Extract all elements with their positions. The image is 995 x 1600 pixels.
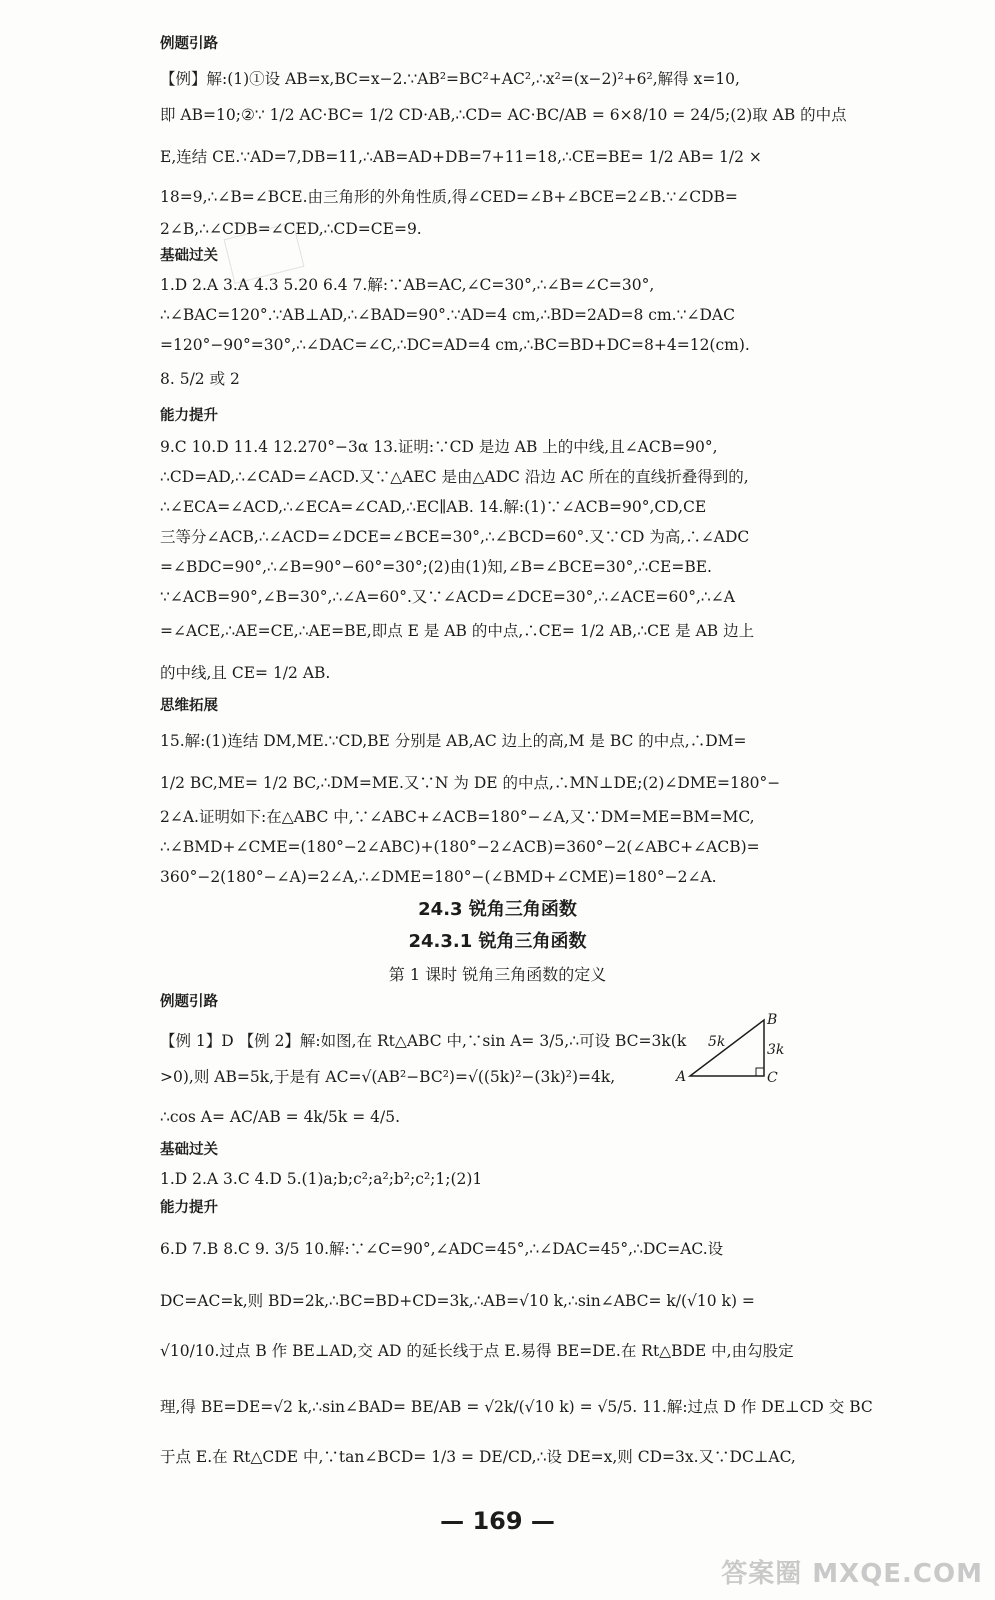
- vertex-label-a: A: [676, 1069, 687, 1085]
- triangle-shape: [690, 1020, 764, 1076]
- section-heading-example-2: 例题引路: [160, 994, 218, 1010]
- right-angle-mark: [756, 1068, 764, 1076]
- text-line: ∴∠ECA=∠ACD,∴∠ECA=∠CAD,∴EC∥AB. 14.解:(1)∵∠ACB=90°,CD,CE: [160, 498, 707, 516]
- text-line: 9.C 10.D 11.4 12.270°−3α 13.证明:∵CD 是边 AB 上的中线,且∠ACB=90°,: [160, 438, 718, 456]
- text-line: DC=AC=k,则 BD=2k,∴BC=BD+CD=3k,∴AB=√10 k,∴sin∠ABC= k/(√10 k) =: [160, 1292, 755, 1310]
- text-line: ∴cos A= AC/AB = 4k/5k = 4/5.: [160, 1108, 401, 1126]
- section-heading-example: 例题引路: [160, 36, 218, 52]
- text-line: ∴∠BAC=120°.∵AB⊥AD,∴∠BAD=90°.∵AD=4 cm,∴BD=2AD=8 cm.∵∠DAC: [160, 306, 735, 324]
- text-line: 2∠A.证明如下:在△ABC 中,∵∠ABC+∠ACB=180°−∠A,又∵DM=ME=BM=MC,: [160, 808, 755, 826]
- text-line: 6.D 7.B 8.C 9. 3/5 10.解:∵∠C=90°,∠ADC=45°,∴∠DAC=45°,∴DC=AC.设: [160, 1240, 724, 1258]
- text-line: 15.解:(1)连结 DM,ME.∵CD,BE 分别是 AB,AC 边上的高,M 是 BC 的中点,∴DM=: [160, 732, 747, 750]
- leg-label: 3k: [767, 1042, 785, 1058]
- text-line: 1.D 2.A 3.A 4.3 5.20 6.4 7.解:∵AB=AC,∠C=30°,∴∠B=∠C=30°,: [160, 276, 655, 294]
- vertex-label-b: B: [767, 1012, 778, 1028]
- text-line: 理,得 BE=DE=√2 k,∴sin∠BAD= BE/AB = √2k/(√10 k) = √5/5. 11.解:过点 D 作 DE⊥CD 交 BC: [160, 1398, 873, 1416]
- section-title: 24.3.1 锐角三角函数: [408, 931, 587, 952]
- text-line: ∴CD=AD,∴∠CAD=∠ACD.又∵△AEC 是由△ADC 沿边 AC 所在的直线折叠得到的,: [160, 468, 749, 486]
- hypotenuse-label: 5k: [708, 1034, 726, 1050]
- text-line: ∴∠BMD+∠CME=(180°−2∠ABC)+(180°−2∠ACB)=360°−2(∠ABC+∠ACB)=: [160, 838, 760, 856]
- site-watermark: 答案圈 MXQE.COM: [721, 1559, 983, 1589]
- section-heading-extension: 思维拓展: [160, 698, 218, 714]
- text-line: 1/2 BC,ME= 1/2 BC,∴DM=ME.又∵N 为 DE 的中点,∴MN⊥DE;(2)∠DME=180°−: [160, 774, 781, 792]
- text-line: 1.D 2.A 3.C 4.D 5.(1)a;b;c²;a²;b²;c²;1;(2)1: [160, 1170, 483, 1188]
- section-heading-basic: 基础过关: [160, 248, 218, 264]
- text-line: 2∠B,∴∠CDB=∠CED,∴CD=CE=9.: [160, 220, 422, 238]
- text-line: =∠BDC=90°,∴∠B=90°−60°=30°;(2)由(1)知,∠B=∠BCE=30°,∴CE=BE.: [160, 558, 712, 576]
- text-line: =∠ACE,∴AE=CE,∴AE=BE,即点 E 是 AB 的中点,∴CE= 1/2 AB,∴CE 是 AB 边上: [160, 622, 755, 640]
- text-line: 18=9,∴∠B=∠BCE.由三角形的外角性质,得∠CED=∠B+∠BCE=2∠B.∵∠CDB=: [160, 188, 738, 206]
- right-triangle-figure: [672, 1012, 792, 1088]
- chapter-title: 24.3 锐角三角函数: [418, 899, 577, 920]
- page-number: — 169 —: [440, 1507, 555, 1535]
- text-line: 三等分∠ACB,∴∠ACD=∠DCE=∠BCE=30°,∴∠BCD=60°.又∵CD 为高,∴∠ADC: [160, 528, 750, 546]
- text-line: √10/10.过点 B 作 BE⊥AD,交 AD 的延长线于点 E.易得 BE=DE.在 Rt△BDE 中,由勾股定: [160, 1342, 794, 1360]
- section-heading-ability: 能力提升: [160, 408, 218, 424]
- section-heading-basic-2: 基础过关: [160, 1142, 218, 1158]
- section-heading-ability-2: 能力提升: [160, 1200, 218, 1216]
- text-line: 8. 5/2 或 2: [160, 370, 240, 388]
- text-line: 【例】解:(1)①设 AB=x,BC=x−2.∵AB²=BC²+AC²,∴x²=(x−2)²+6²,解得 x=10,: [160, 70, 740, 88]
- text-line: >0),则 AB=5k,于是有 AC=√(AB²−BC²)=√((5k)²−(3k)²)=4k,: [160, 1068, 616, 1086]
- text-line: 的中线,且 CE= 1/2 AB.: [160, 664, 331, 682]
- text-line: 360°−2(180°−∠A)=2∠A,∴∠DME=180°−(∠BMD+∠CME)=180°−2∠A.: [160, 868, 717, 886]
- text-line: ∵∠ACB=90°,∠B=30°,∴∠A=60°.又∵∠ACD=∠DCE=30°,∴∠ACE=60°,∴∠A: [160, 588, 735, 606]
- text-line: =120°−90°=30°,∴∠DAC=∠C,∴DC=AD=4 cm,∴BC=BD+DC=8+4=12(cm).: [160, 336, 750, 354]
- vertex-label-c: C: [767, 1070, 778, 1086]
- lesson-title: 第 1 课时 锐角三角函数的定义: [388, 965, 607, 984]
- text-line: 即 AB=10;②∵ 1/2 AC·BC= 1/2 CD·AB,∴CD= AC·BC/AB = 6×8/10 = 24/5;(2)取 AB 的中点: [160, 106, 847, 124]
- text-line: 【例 1】D 【例 2】解:如图,在 Rt△ABC 中,∵sin A= 3/5,∴可设 BC=3k(k: [160, 1032, 687, 1050]
- text-line: 于点 E.在 Rt△CDE 中,∵tan∠BCD= 1/3 = DE/CD,∴设 DE=x,则 CD=3x.又∵DC⊥AC,: [160, 1448, 796, 1466]
- text-line: E,连结 CE.∵AD=7,DB=11,∴AB=AD+DB=7+11=18,∴CE=BE= 1/2 AB= 1/2 ×: [160, 148, 762, 166]
